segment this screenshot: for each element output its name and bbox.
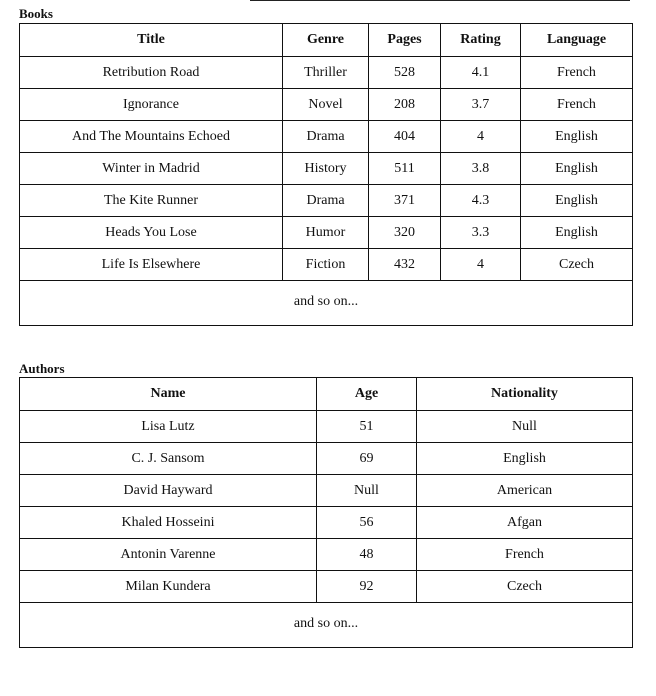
book-language: English <box>521 185 633 217</box>
book-rating: 4 <box>441 249 521 281</box>
table-row <box>20 57 633 89</box>
authors-footer-row <box>20 603 633 648</box>
book-rating: 3.8 <box>441 153 521 185</box>
book-genre: Fiction <box>283 249 369 281</box>
author-nationality: French <box>417 539 633 571</box>
books-col-title: Title <box>20 24 283 57</box>
book-rating: 3.7 <box>441 89 521 121</box>
book-genre: Novel <box>283 89 369 121</box>
book-pages: 511 <box>369 153 441 185</box>
author-age: 69 <box>317 443 417 475</box>
book-title: Life Is Elsewhere <box>20 249 283 281</box>
books-col-genre: Genre <box>283 24 369 57</box>
author-nationality: Afgan <box>417 507 633 539</box>
author-name: Milan Kundera <box>20 571 317 603</box>
author-nationality: American <box>417 475 633 507</box>
book-genre: Drama <box>283 121 369 153</box>
books-footer-row <box>20 281 633 326</box>
table-row <box>20 411 633 443</box>
book-pages: 528 <box>369 57 441 89</box>
books-caption: Books <box>19 6 53 21</box>
table-row <box>20 507 633 539</box>
author-age: 48 <box>317 539 417 571</box>
book-pages: 208 <box>369 89 441 121</box>
book-language: Czech <box>521 249 633 281</box>
table-row <box>20 571 633 603</box>
authors-and-so-on: and so on... <box>20 603 633 648</box>
author-age: 56 <box>317 507 417 539</box>
book-title: Winter in Madrid <box>20 153 283 185</box>
table-row <box>20 443 633 475</box>
table-row <box>20 185 633 217</box>
authors-col-nationality: Nationality <box>417 378 633 411</box>
book-title: Ignorance <box>20 89 283 121</box>
authors-col-name: Name <box>20 378 317 411</box>
book-language: English <box>521 121 633 153</box>
authors-table <box>19 377 633 648</box>
book-pages: 404 <box>369 121 441 153</box>
author-nationality: Czech <box>417 571 633 603</box>
table-row <box>20 217 633 249</box>
author-name: Antonin Varenne <box>20 539 317 571</box>
book-rating: 4.3 <box>441 185 521 217</box>
book-title: The Kite Runner <box>20 185 283 217</box>
books-header-row <box>20 24 633 57</box>
author-name: David Hayward <box>20 475 317 507</box>
author-name: Khaled Hosseini <box>20 507 317 539</box>
book-genre: Thriller <box>283 57 369 89</box>
books-col-rating: Rating <box>441 24 521 57</box>
authors-caption: Authors <box>19 361 65 376</box>
table-row <box>20 539 633 571</box>
book-language: English <box>521 217 633 249</box>
book-genre: History <box>283 153 369 185</box>
author-name: C. J. Sansom <box>20 443 317 475</box>
book-language: French <box>521 57 633 89</box>
books-col-language: Language <box>521 24 633 57</box>
author-name: Lisa Lutz <box>20 411 317 443</box>
book-title: Heads You Lose <box>20 217 283 249</box>
book-genre: Drama <box>283 185 369 217</box>
author-age: Null <box>317 475 417 507</box>
book-title: Retribution Road <box>20 57 283 89</box>
book-pages: 432 <box>369 249 441 281</box>
table-row <box>20 121 633 153</box>
books-col-pages: Pages <box>369 24 441 57</box>
book-pages: 371 <box>369 185 441 217</box>
table-row <box>20 475 633 507</box>
book-rating: 4 <box>441 121 521 153</box>
book-language: French <box>521 89 633 121</box>
book-rating: 4.1 <box>441 57 521 89</box>
books-and-so-on: and so on... <box>20 281 633 326</box>
book-pages: 320 <box>369 217 441 249</box>
book-rating: 3.3 <box>441 217 521 249</box>
author-nationality: Null <box>417 411 633 443</box>
books-table <box>19 23 633 326</box>
authors-header-row <box>20 378 633 411</box>
book-genre: Humor <box>283 217 369 249</box>
top-rule <box>250 0 630 1</box>
table-row <box>20 249 633 281</box>
author-age: 51 <box>317 411 417 443</box>
book-title: And The Mountains Echoed <box>20 121 283 153</box>
author-age: 92 <box>317 571 417 603</box>
table-row <box>20 89 633 121</box>
authors-col-age: Age <box>317 378 417 411</box>
book-language: English <box>521 153 633 185</box>
table-row <box>20 153 633 185</box>
author-nationality: English <box>417 443 633 475</box>
